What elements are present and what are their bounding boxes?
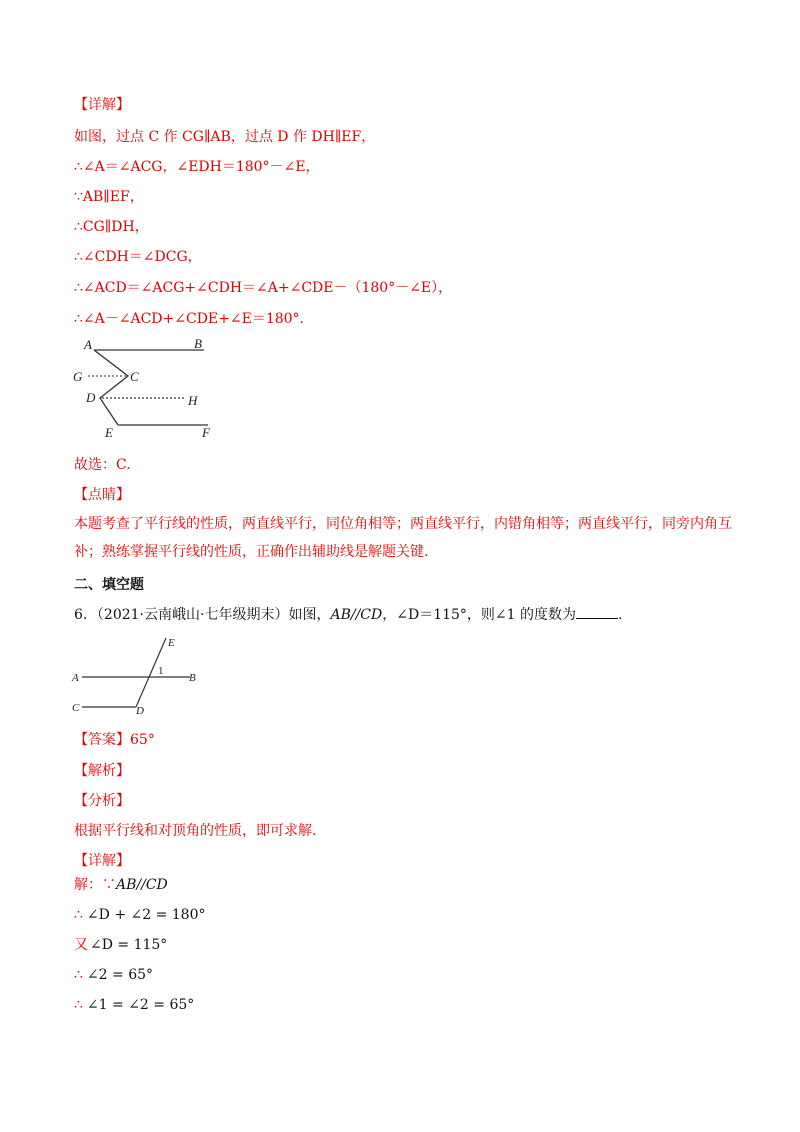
label-d: D bbox=[136, 705, 144, 717]
detail-header: 【详解】 bbox=[74, 97, 130, 113]
solution-prefix: 又 bbox=[74, 937, 88, 953]
label-c: C bbox=[72, 702, 80, 714]
solution-math: ∠1 = ∠2 = 65° bbox=[86, 997, 195, 1013]
question-condition: AB//CD bbox=[330, 607, 383, 623]
label-d: D bbox=[86, 390, 96, 405]
solution-prefix: ∴ bbox=[74, 967, 83, 983]
zigzag-path bbox=[94, 350, 128, 425]
answer-value: 65° bbox=[130, 732, 155, 748]
solution-line-2 bbox=[74, 906, 206, 924]
question-text-a: 如图， bbox=[288, 607, 331, 623]
analysis-header: 【解析】 bbox=[74, 763, 130, 779]
analysis-sub-header: 【分析】 bbox=[74, 793, 130, 809]
label-a: A bbox=[84, 337, 92, 352]
detail-line-1: 如图，过点 C 作 CG∥AB，过点 D 作 DH∥EF， bbox=[74, 129, 376, 145]
solution-line-3 bbox=[74, 936, 167, 954]
answer-label: 【答案】 bbox=[74, 732, 130, 748]
label-e: E bbox=[105, 425, 113, 440]
section-title: 二、填空题 bbox=[74, 577, 144, 593]
parallel-lines-figure-1 bbox=[70, 336, 230, 442]
label-e: E bbox=[168, 637, 175, 649]
solution-math: ∠D = 115° bbox=[90, 937, 168, 953]
label-g: G bbox=[73, 369, 83, 384]
comment-text: 本题考查了平行线的性质，两直线平行，同位角相等；两直线平行，内错角相等；两直线平行，同旁内角互补；熟练掌握平行线的性质，正确作出辅助线是解题关键. bbox=[74, 516, 732, 560]
answer-line bbox=[74, 731, 155, 749]
parallel-lines-figure-2 bbox=[68, 632, 218, 718]
solution-line-1 bbox=[74, 876, 168, 894]
label-a: A bbox=[72, 672, 79, 684]
solution-math: AB//CD bbox=[116, 877, 168, 893]
label-f: F bbox=[202, 425, 210, 440]
detail-header-2: 【详解】 bbox=[74, 853, 130, 869]
answer-blank bbox=[576, 606, 618, 619]
angle-1-label: 1 bbox=[158, 665, 164, 677]
detail-line-4: ∴CG∥DH， bbox=[74, 219, 149, 235]
detail-line-5: ∴∠CDH＝∠DCG， bbox=[74, 249, 202, 265]
question-text-b: ，∠D＝115°，则∠1 的度数为 bbox=[382, 607, 576, 623]
label-h: H bbox=[188, 393, 198, 408]
detail-line-2: ∴∠A＝∠ACG，∠EDH＝180°－∠E， bbox=[74, 159, 320, 175]
label-b: B bbox=[189, 672, 196, 684]
answer-choice-line: 故选：C. bbox=[74, 457, 131, 473]
detail-line-6: ∴∠ACD＝∠ACG+∠CDH＝∠A+∠CDE－（180°－∠E）， bbox=[74, 280, 453, 296]
solution-line-4 bbox=[74, 966, 153, 984]
question-source: （2021·云南峨山·七年级期末） bbox=[96, 607, 289, 623]
question-text-end: . bbox=[618, 607, 623, 623]
detail-line-7: ∴∠A－∠ACD+∠CDE+∠E＝180°. bbox=[74, 311, 304, 327]
solution-math: ∠D + ∠2 = 180° bbox=[86, 907, 206, 923]
solution-prefix: ∴ bbox=[74, 907, 83, 923]
detail-line-3: ∵AB∥EF， bbox=[74, 189, 144, 205]
label-c: C bbox=[130, 369, 139, 384]
comment-header: 【点睛】 bbox=[74, 487, 130, 503]
question-6 bbox=[74, 606, 622, 624]
analysis-text: 根据平行线和对顶角的性质，即可求解. bbox=[74, 823, 317, 839]
label-b: B bbox=[194, 336, 202, 351]
question-number: 6． bbox=[74, 607, 97, 623]
solution-line-5 bbox=[74, 996, 194, 1014]
solution-prefix: ∴ bbox=[74, 997, 83, 1013]
solution-math: ∠2 = 65° bbox=[86, 967, 154, 983]
solution-prefix: 解：∵ bbox=[74, 877, 116, 893]
